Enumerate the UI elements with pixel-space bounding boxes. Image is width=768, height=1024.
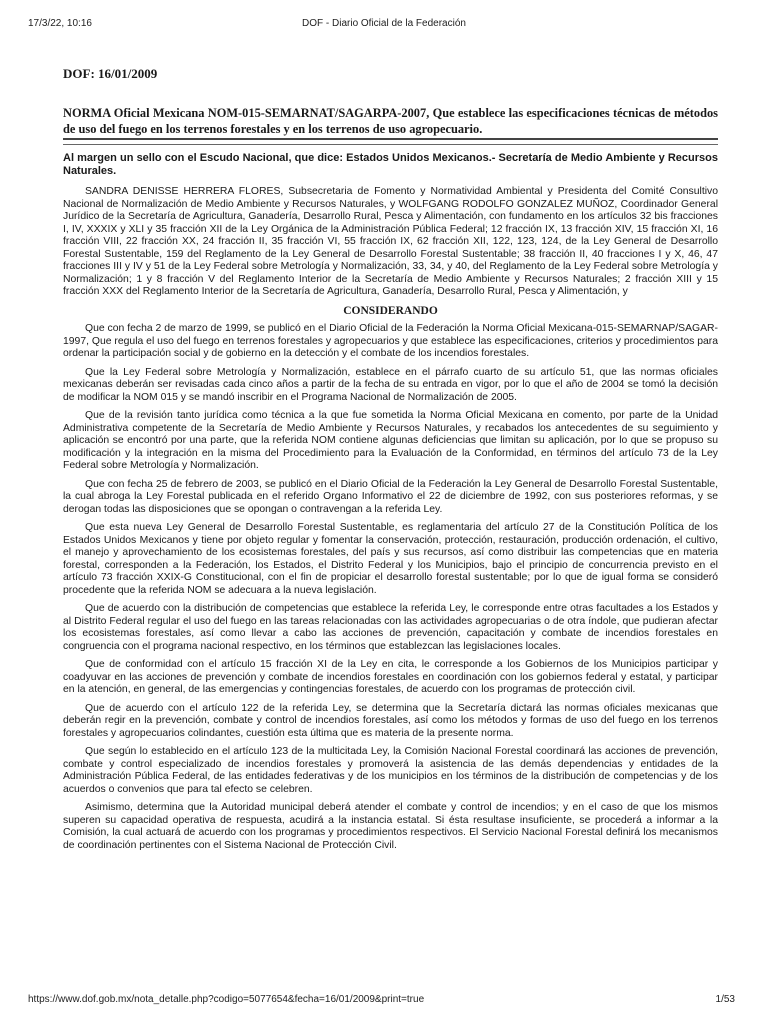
considerando-paragraph: Que de conformidad con el artículo 15 fracción XI de la Ley en cita, le corresponde a los Gobiernos de los Municipios participar y coadyuvar en las acciones de prevención y combate de incendios forestales en coordinación con los gobiernos federal y estatal, y participar en la atención, en general, de las emergencias y contingencias forestales, de acuerdo con los programas de protección civil.	[63, 659, 718, 695]
considerando-paragraph: Que con fecha 2 de marzo de 1999, se publicó en el Diario Oficial de la Federación la Norma Oficial Mexicana-015-SEMARNAP/SAGAR-1997, Que regula el uso del fuego en terrenos forestales y agropecuarios y que establece las especificaciones, criterios y procedimientos para ordenar la participación social y de gobierno en la detección y el combate de los incendios forestales.	[63, 323, 718, 359]
considerando-paragraph: Que de acuerdo con el artículo 122 de la referida Ley, se determina que la Secretaría dictará las normas oficiales mexicanas que deberán regir en la prevención, combate y control de incendios forestales, así como los métodos y formas de uso del fuego en los terrenos forestales y agropecuarios colindantes, cuestión esta última que es materia de la presente norma.	[63, 702, 718, 739]
considerando-paragraph: Que la Ley Federal sobre Metrología y Normalización, establece en el párrafo cuarto de su artículo 51, que las normas oficiales mexicanas deberán ser revisadas cada cinco años a partir de la fecha de su entrada en vigor, por lo que el año de 2004 se tomó la decisión de modificar la NOM 015 y se mandó inscribir en el Programa Nacional de Normalización de 2005.	[63, 366, 718, 403]
considerando-paragraph: Que de acuerdo con la distribución de competencias que establece la referida Ley, le corresponde entre otras facultades a los Estados y al Distrito Federal regular el uso del fuego en las tareas relacionadas con las actividades agropecuarias o de otra índole, que pudieran afectar los ecosistemas forestales, así como llevar a cabo las acciones de prevención, capacitación y combate de incendios forestales en congruencia con el programa nacional respectivo, en los términos que establezcan las legislaciones locales.	[63, 603, 718, 652]
document-body	[63, 152, 718, 858]
publication-date: DOF: 16/01/2009	[63, 66, 158, 81]
print-timestamp: 17/3/22, 10:16	[28, 18, 92, 29]
considerando-paragraph: Que esta nueva Ley General de Desarrollo Forestal Sustentable, es reglamentaria del artículo 27 de la Constitución Política de los Estados Unidos Mexicanos y tiene por objeto regular y fomentar la conservación, protección, restauración, producción ordenación, el cultivo, el manejo y aprovechamiento de los ecosistemas forestales, del país y sus recursos, así como distribuir las competencias que en materia forestal, corresponden a la Federación, los Estados, el Distrito Federal y los Municipios, bajo el principio de concurrencia previsto en el artículo 73 fracción XXIX-G Constitucional, con el fin de propiciar el desarrollo forestal sustentable; por lo que de igual forma se consideró procedente que la referida NOM se adecuara a la nueva legislación.	[63, 522, 718, 596]
considerando-paragraph: Que de la revisión tanto jurídica como técnica a la que fue sometida la Norma Oficial Mexicana en comento, por parte de la Unidad Administrativa competente de la Secretaría de Medio Ambiente y Recursos Naturales, y recabados los antecedentes de su seguimiento y aplicación se encontró por una parte, que la referida NOM contiene algunas deficiencias que limitan su aplicación, por lo que se propuso su modificación y la integración en la misma del Procedimiento para la Evaluación de la Conformidad, en términos del artículo 73 de la Ley Federal sobre Metrología y Normalización.	[63, 410, 718, 471]
margin-note: Al margen un sello con el Escudo Nacional, que dice: Estados Unidos Mexicanos.- Secretaría de Medio Ambiente y Recursos Naturales.	[63, 152, 718, 177]
considerando-paragraph: Que con fecha 25 de febrero de 2003, se publicó en el Diario Oficial de la Federación la Ley General de Desarrollo Forestal Sustentable, la cual abroga la Ley Forestal publicada en el referido Organo Informativo el 22 de diciembre de 1992, con sus posteriores reformas, y se derogan todas las disposiciones que se opongan o contravengan a la referida Ley.	[63, 478, 718, 515]
intro-paragraph: SANDRA DENISSE HERRERA FLORES, Subsecretaria de Fomento y Normatividad Ambiental y Presidenta del Comité Consultivo Nacional de Normalización de Medio Ambiente y Recursos Naturales, y WOLFGANG RODOLFO GONZALEZ MUÑOZ, Coordinador General Jurídico de la Secretaría de Agricultura, Ganadería, Desarrollo Rural, Pesca y Alimentación, con fundamento en los artículos 32 bis fracciones I, IV, XXXIX y XLI y 35 fracción XII de la Ley Orgánica de la Administración Pública Federal; 12 fracción IX, 13 fracción XIV, 15 fracción XI, 16 fracción VIII, 22 fracción XX, 24 fracción II, 35 fracción VI, 55 fracción IX, 62 fracción XII, 122, 123, 124, de la Ley General de Desarrollo Forestal Sustentable, 159 del Reglamento de la Ley General de Desarrollo Forestal Sustentable; 38 fracción II, 40 fracciones I y X, 46, 47 fracciones III y IV y 51 de la Ley Federal sobre Metrología y Normalización, 33, 34, y 40, del Reglamento de la Ley Federal sobre Metrología y Normalización; 1 y 8 fracción V del Reglamento Interior de la Secretaría de Medio Ambiente y Recursos Naturales; 2 fracción XIII y 15 fracción XXX del Reglamento Interior de la Secretaría de Agricultura, Ganadería, Desarrollo Rural, Pesca y Alimentación, y	[63, 186, 718, 297]
section-heading: CONSIDERANDO	[343, 304, 438, 317]
title-divider	[63, 138, 718, 140]
considerando-paragraph: Que según lo establecido en el artículo 123 de la multicitada Ley, la Comisión Nacional Forestal coordinará las acciones de prevención, combate y control especializado de incendios forestales y promoverá la asistencia de las demás dependencias y entidades de la Administración Pública Federal, de las entidades federativas y de los municipios en los términos de la distribución de competencias y de los acuerdos o convenios que para tal efecto se celebren.	[63, 746, 718, 795]
page-url: https://www.dof.gob.mx/nota_detalle.php?codigo=5077654&fecha=16/01/2009&print=true	[28, 994, 425, 1005]
page-indicator: 1/53	[715, 994, 735, 1005]
page-title: DOF - Diario Oficial de la Federación	[302, 18, 466, 29]
title-divider-secondary	[63, 144, 718, 145]
considerando-paragraph: Asimismo, determina que la Autoridad municipal deberá atender el combate y control de incendios; y en el caso de que los mismos superen su capacidad operativa de respuesta, acudirá a la instancia estatal. Si ésta resultase insuficiente, se procederá a informar a la Comisión, la cual actuará de acuerdo con los programas y procedimientos respectivos. El Servicio Nacional Forestal definirá los mecanismos de coordinación pertinentes con el Sistema Nacional de Protección Civil.	[63, 802, 718, 851]
document-title: NORMA Oficial Mexicana NOM-015-SEMARNAT/SAGARPA-2007, Que establece las especificaciones técnicas de métodos de uso del fuego en los terrenos forestales y en los terrenos de uso agropecuario.	[63, 106, 718, 136]
